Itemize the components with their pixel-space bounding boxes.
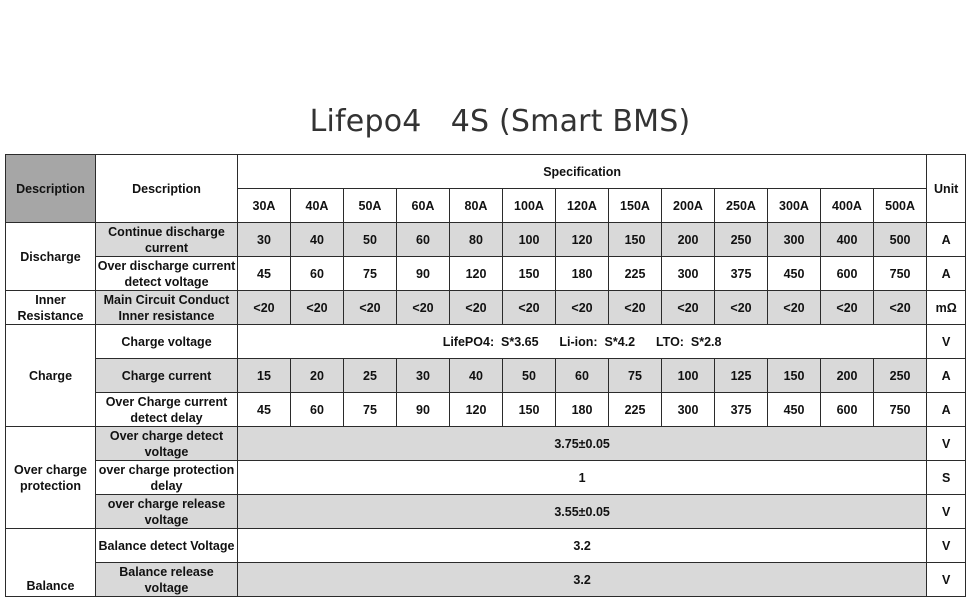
group-discharge: Discharge xyxy=(6,223,96,291)
table-cell: 300 xyxy=(662,257,715,291)
table-cell: 300 xyxy=(662,393,715,427)
current-header: 60A xyxy=(397,189,450,223)
oc-detect-voltage-value: 3.75±0.05 xyxy=(238,427,927,461)
row-label: Over discharge current detect voltage xyxy=(96,257,238,291)
table-cell: 225 xyxy=(609,393,662,427)
table-cell: 400 xyxy=(821,223,874,257)
row-charge-current xyxy=(6,359,966,393)
table-cell: 120 xyxy=(450,257,503,291)
row-label: Over Charge current detect delay xyxy=(96,393,238,427)
table-cell: 75 xyxy=(344,257,397,291)
unit-cell: A xyxy=(927,393,966,427)
header-specification: Specification xyxy=(238,155,927,189)
row-label: Balance detect Voltage xyxy=(96,529,238,563)
row-label: over charge protection delay xyxy=(96,461,238,495)
table-cell: 50 xyxy=(503,359,556,393)
table-cell: 150 xyxy=(503,257,556,291)
table-cell: <20 xyxy=(662,291,715,325)
table-cell: 150 xyxy=(768,359,821,393)
table-cell: 45 xyxy=(238,257,291,291)
table-cell: <20 xyxy=(874,291,927,325)
current-header: 50A xyxy=(344,189,397,223)
table-cell: 45 xyxy=(238,393,291,427)
current-header: 400A xyxy=(821,189,874,223)
table-cell: 500 xyxy=(874,223,927,257)
table-cell: 75 xyxy=(609,359,662,393)
row-continue-discharge xyxy=(6,223,966,257)
unit-cell: V xyxy=(927,325,966,359)
row-label: Charge voltage xyxy=(96,325,238,359)
table-cell: 20 xyxy=(291,359,344,393)
table-cell: <20 xyxy=(609,291,662,325)
table-cell: <20 xyxy=(450,291,503,325)
row-oc-release xyxy=(6,495,966,529)
table-cell: 75 xyxy=(344,393,397,427)
group-charge: Charge xyxy=(6,325,96,427)
group-over-charge-protection: Over charge protection xyxy=(6,427,96,529)
table-cell: 225 xyxy=(609,257,662,291)
table-cell: 100 xyxy=(503,223,556,257)
header-description-2: Description xyxy=(96,155,238,223)
table-cell: 60 xyxy=(397,223,450,257)
table-cell: 200 xyxy=(821,359,874,393)
group-balance: Balance xyxy=(6,529,96,597)
current-header: 30A xyxy=(238,189,291,223)
table-cell: 300 xyxy=(768,223,821,257)
table-cell: <20 xyxy=(715,291,768,325)
table-cell: 450 xyxy=(768,393,821,427)
row-balance-detect xyxy=(6,529,966,563)
table-cell: 50 xyxy=(344,223,397,257)
row-over-charge-current xyxy=(6,393,966,427)
table-cell: 120 xyxy=(556,223,609,257)
unit-cell: mΩ xyxy=(927,291,966,325)
table-cell: 90 xyxy=(397,393,450,427)
oc-delay-value: 1 xyxy=(238,461,927,495)
balance-detect-value: 3.2 xyxy=(238,529,927,563)
table-cell: 600 xyxy=(821,257,874,291)
row-oc-detect-voltage xyxy=(6,427,966,461)
unit-cell: V xyxy=(927,529,966,563)
table-cell: 750 xyxy=(874,257,927,291)
oc-release-value: 3.55±0.05 xyxy=(238,495,927,529)
unit-cell: V xyxy=(927,495,966,529)
row-charge-voltage xyxy=(6,325,966,359)
row-label: Balance release voltage xyxy=(96,563,238,597)
current-header: 80A xyxy=(450,189,503,223)
table-cell: <20 xyxy=(344,291,397,325)
table-cell: 60 xyxy=(556,359,609,393)
unit-cell: V xyxy=(927,427,966,461)
table-cell: <20 xyxy=(556,291,609,325)
table-cell: 100 xyxy=(662,359,715,393)
table-cell: 180 xyxy=(556,393,609,427)
current-header: 250A xyxy=(715,189,768,223)
table-cell: <20 xyxy=(821,291,874,325)
current-header: 120A xyxy=(556,189,609,223)
unit-cell: S xyxy=(927,461,966,495)
page-title: Lifepo4 4S (Smart BMS) xyxy=(309,104,691,139)
table-cell: <20 xyxy=(768,291,821,325)
table-cell: 375 xyxy=(715,257,768,291)
table-cell: 180 xyxy=(556,257,609,291)
unit-cell: A xyxy=(927,257,966,291)
current-header: 100A xyxy=(503,189,556,223)
table-cell: 80 xyxy=(450,223,503,257)
row-label: Continue discharge current xyxy=(96,223,238,257)
row-oc-delay xyxy=(6,461,966,495)
row-inner-resistance xyxy=(6,291,966,325)
table-cell: 60 xyxy=(291,257,344,291)
group-inner-resistance: Inner Resistance xyxy=(6,291,96,325)
balance-release-value: 3.2 xyxy=(238,563,927,597)
row-label: Main Circuit Conduct Inner resistance xyxy=(96,291,238,325)
table-cell: 125 xyxy=(715,359,768,393)
table-cell: <20 xyxy=(503,291,556,325)
table-cell: 375 xyxy=(715,393,768,427)
row-over-discharge xyxy=(6,257,966,291)
table-cell: <20 xyxy=(397,291,450,325)
table-cell: 40 xyxy=(291,223,344,257)
current-header: 150A xyxy=(609,189,662,223)
table-cell: <20 xyxy=(291,291,344,325)
table-cell: 150 xyxy=(503,393,556,427)
table-cell: 250 xyxy=(874,359,927,393)
table-cell: 450 xyxy=(768,257,821,291)
table-cell: 600 xyxy=(821,393,874,427)
unit-cell: V xyxy=(927,563,966,597)
table-cell: 30 xyxy=(397,359,450,393)
table-cell: <20 xyxy=(238,291,291,325)
table-cell: 250 xyxy=(715,223,768,257)
current-header: 200A xyxy=(662,189,715,223)
table-cell: 40 xyxy=(450,359,503,393)
table-cell: 200 xyxy=(662,223,715,257)
current-header: 300A xyxy=(768,189,821,223)
table-cell: 25 xyxy=(344,359,397,393)
table-cell: 750 xyxy=(874,393,927,427)
row-label: Charge current xyxy=(96,359,238,393)
charge-voltage-value: LifePO4: S*3.65 Li-ion: S*4.2 LTO: S*2.8 xyxy=(238,325,927,359)
current-header: 500A xyxy=(874,189,927,223)
spec-table xyxy=(5,154,966,597)
header-row xyxy=(6,155,966,189)
table-cell: 30 xyxy=(238,223,291,257)
table-cell: 60 xyxy=(291,393,344,427)
header-description-1: Description xyxy=(6,155,96,223)
row-label: Over charge detect voltage xyxy=(96,427,238,461)
header-unit: Unit xyxy=(927,155,966,223)
table-cell: 120 xyxy=(450,393,503,427)
table-cell: 90 xyxy=(397,257,450,291)
row-label: over charge release voltage xyxy=(96,495,238,529)
unit-cell: A xyxy=(927,359,966,393)
row-balance-release xyxy=(6,563,966,597)
table-cell: 15 xyxy=(238,359,291,393)
unit-cell: A xyxy=(927,223,966,257)
current-header: 40A xyxy=(291,189,344,223)
table-cell: 150 xyxy=(609,223,662,257)
